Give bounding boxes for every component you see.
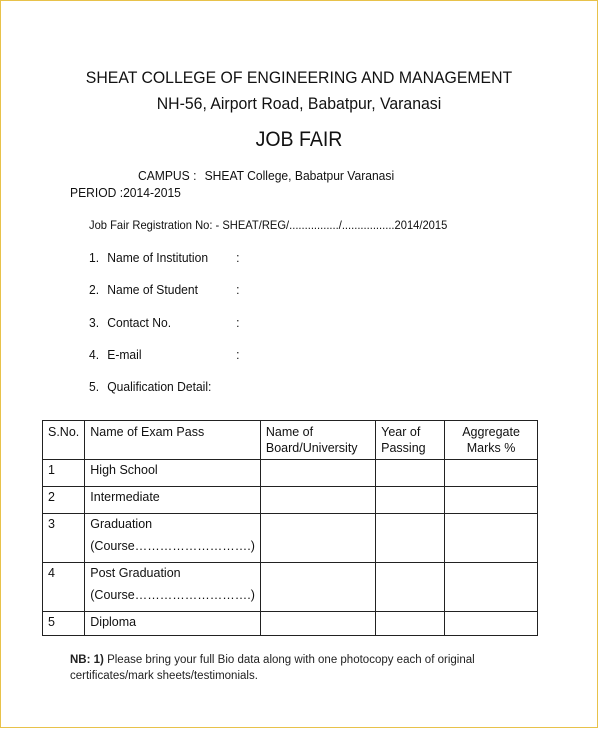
exam-name: Post Graduation bbox=[90, 566, 181, 580]
field-number: 3. bbox=[89, 315, 100, 330]
field-number: 4. bbox=[89, 347, 100, 362]
cell-year[interactable] bbox=[376, 563, 445, 612]
period-label: PERIOD : bbox=[70, 185, 124, 200]
table-row bbox=[43, 612, 538, 636]
field-contact[interactable] bbox=[89, 315, 240, 330]
registration-number[interactable]: Job Fair Registration No: - SHEAT/REG/................/.................2014/2015 bbox=[89, 218, 448, 232]
note-text: Please bring your full Bio data along with one photocopy each of original certificates/mark sheets/testimonials. bbox=[70, 654, 475, 682]
field-colon: : bbox=[236, 282, 240, 297]
college-name: SHEAT COLLEGE OF ENGINEERING AND MANAGEMENT bbox=[85, 68, 513, 87]
field-colon: : bbox=[236, 250, 240, 265]
field-colon: : bbox=[236, 347, 240, 362]
period-value: 2014-2015 bbox=[123, 185, 181, 200]
table-row bbox=[43, 514, 538, 563]
header-board bbox=[260, 421, 375, 460]
table-header-row bbox=[43, 421, 538, 460]
field-number: 1. bbox=[89, 250, 100, 265]
cell-year[interactable] bbox=[376, 514, 445, 563]
cell-exam: Intermediate bbox=[85, 487, 261, 514]
cell-marks[interactable] bbox=[445, 514, 538, 563]
header-year-line2: Passing bbox=[381, 441, 426, 455]
table-row bbox=[43, 460, 538, 487]
field-student[interactable] bbox=[89, 282, 240, 297]
college-address: NH-56, Airport Road, Babatpur, Varanasi bbox=[156, 94, 442, 113]
cell-marks[interactable] bbox=[445, 563, 538, 612]
cell-marks[interactable] bbox=[445, 460, 538, 487]
header-sno: S.No. bbox=[43, 421, 85, 460]
field-label: Name of Institution bbox=[107, 250, 209, 265]
cell-exam bbox=[85, 514, 261, 563]
form-title: JOB FAIR bbox=[255, 128, 343, 151]
course-blank[interactable]: (Course……………………….) bbox=[90, 588, 255, 602]
exam-name: Graduation bbox=[90, 517, 153, 531]
header-board-line1: Name of bbox=[265, 425, 314, 439]
field-email[interactable] bbox=[89, 347, 240, 362]
campus-label: CAMPUS : bbox=[138, 168, 197, 183]
cell-year[interactable] bbox=[376, 487, 445, 514]
cell-sno: 2 bbox=[43, 487, 85, 514]
cell-board[interactable] bbox=[260, 514, 375, 563]
campus-line bbox=[138, 168, 394, 183]
cell-exam: Diploma bbox=[85, 612, 261, 636]
cell-board[interactable] bbox=[260, 612, 375, 636]
table-row bbox=[43, 487, 538, 514]
field-colon: : bbox=[236, 315, 240, 330]
header-exam: Name of Exam Pass bbox=[85, 421, 261, 460]
field-label: E-mail bbox=[107, 347, 142, 362]
field-institution[interactable] bbox=[89, 250, 240, 265]
header-board-line2: Board/University bbox=[265, 441, 358, 455]
cell-sno: 5 bbox=[43, 612, 85, 636]
course-blank[interactable]: (Course……………………….) bbox=[90, 539, 255, 553]
qualification-table bbox=[42, 420, 538, 636]
campus-value: SHEAT College, Babatpur Varanasi bbox=[204, 168, 395, 183]
cell-marks[interactable] bbox=[445, 612, 538, 636]
cell-board[interactable] bbox=[260, 460, 375, 487]
header-marks-line2: Marks % bbox=[466, 441, 516, 455]
cell-sno: 1 bbox=[43, 460, 85, 487]
field-label: Qualification Detail: bbox=[107, 379, 212, 394]
note-label: NB: 1) bbox=[70, 654, 104, 666]
note bbox=[70, 652, 490, 684]
period-line bbox=[70, 185, 181, 200]
field-label: Name of Student bbox=[107, 282, 198, 297]
header-marks-line1: Aggregate bbox=[462, 425, 520, 439]
cell-year[interactable] bbox=[376, 612, 445, 636]
field-number: 5. bbox=[89, 379, 100, 394]
cell-exam: High School bbox=[85, 460, 261, 487]
cell-sno: 3 bbox=[43, 514, 85, 563]
field-label: Contact No. bbox=[107, 315, 172, 330]
field-number: 2. bbox=[89, 282, 100, 297]
cell-marks[interactable] bbox=[445, 487, 538, 514]
cell-board[interactable] bbox=[260, 563, 375, 612]
cell-exam bbox=[85, 563, 261, 612]
header-year-line1: Year of bbox=[381, 425, 421, 439]
header-marks bbox=[445, 421, 538, 460]
field-qualification bbox=[89, 379, 211, 394]
header-year bbox=[376, 421, 445, 460]
cell-year[interactable] bbox=[376, 460, 445, 487]
table-row bbox=[43, 563, 538, 612]
cell-board[interactable] bbox=[260, 487, 375, 514]
cell-sno: 4 bbox=[43, 563, 85, 612]
